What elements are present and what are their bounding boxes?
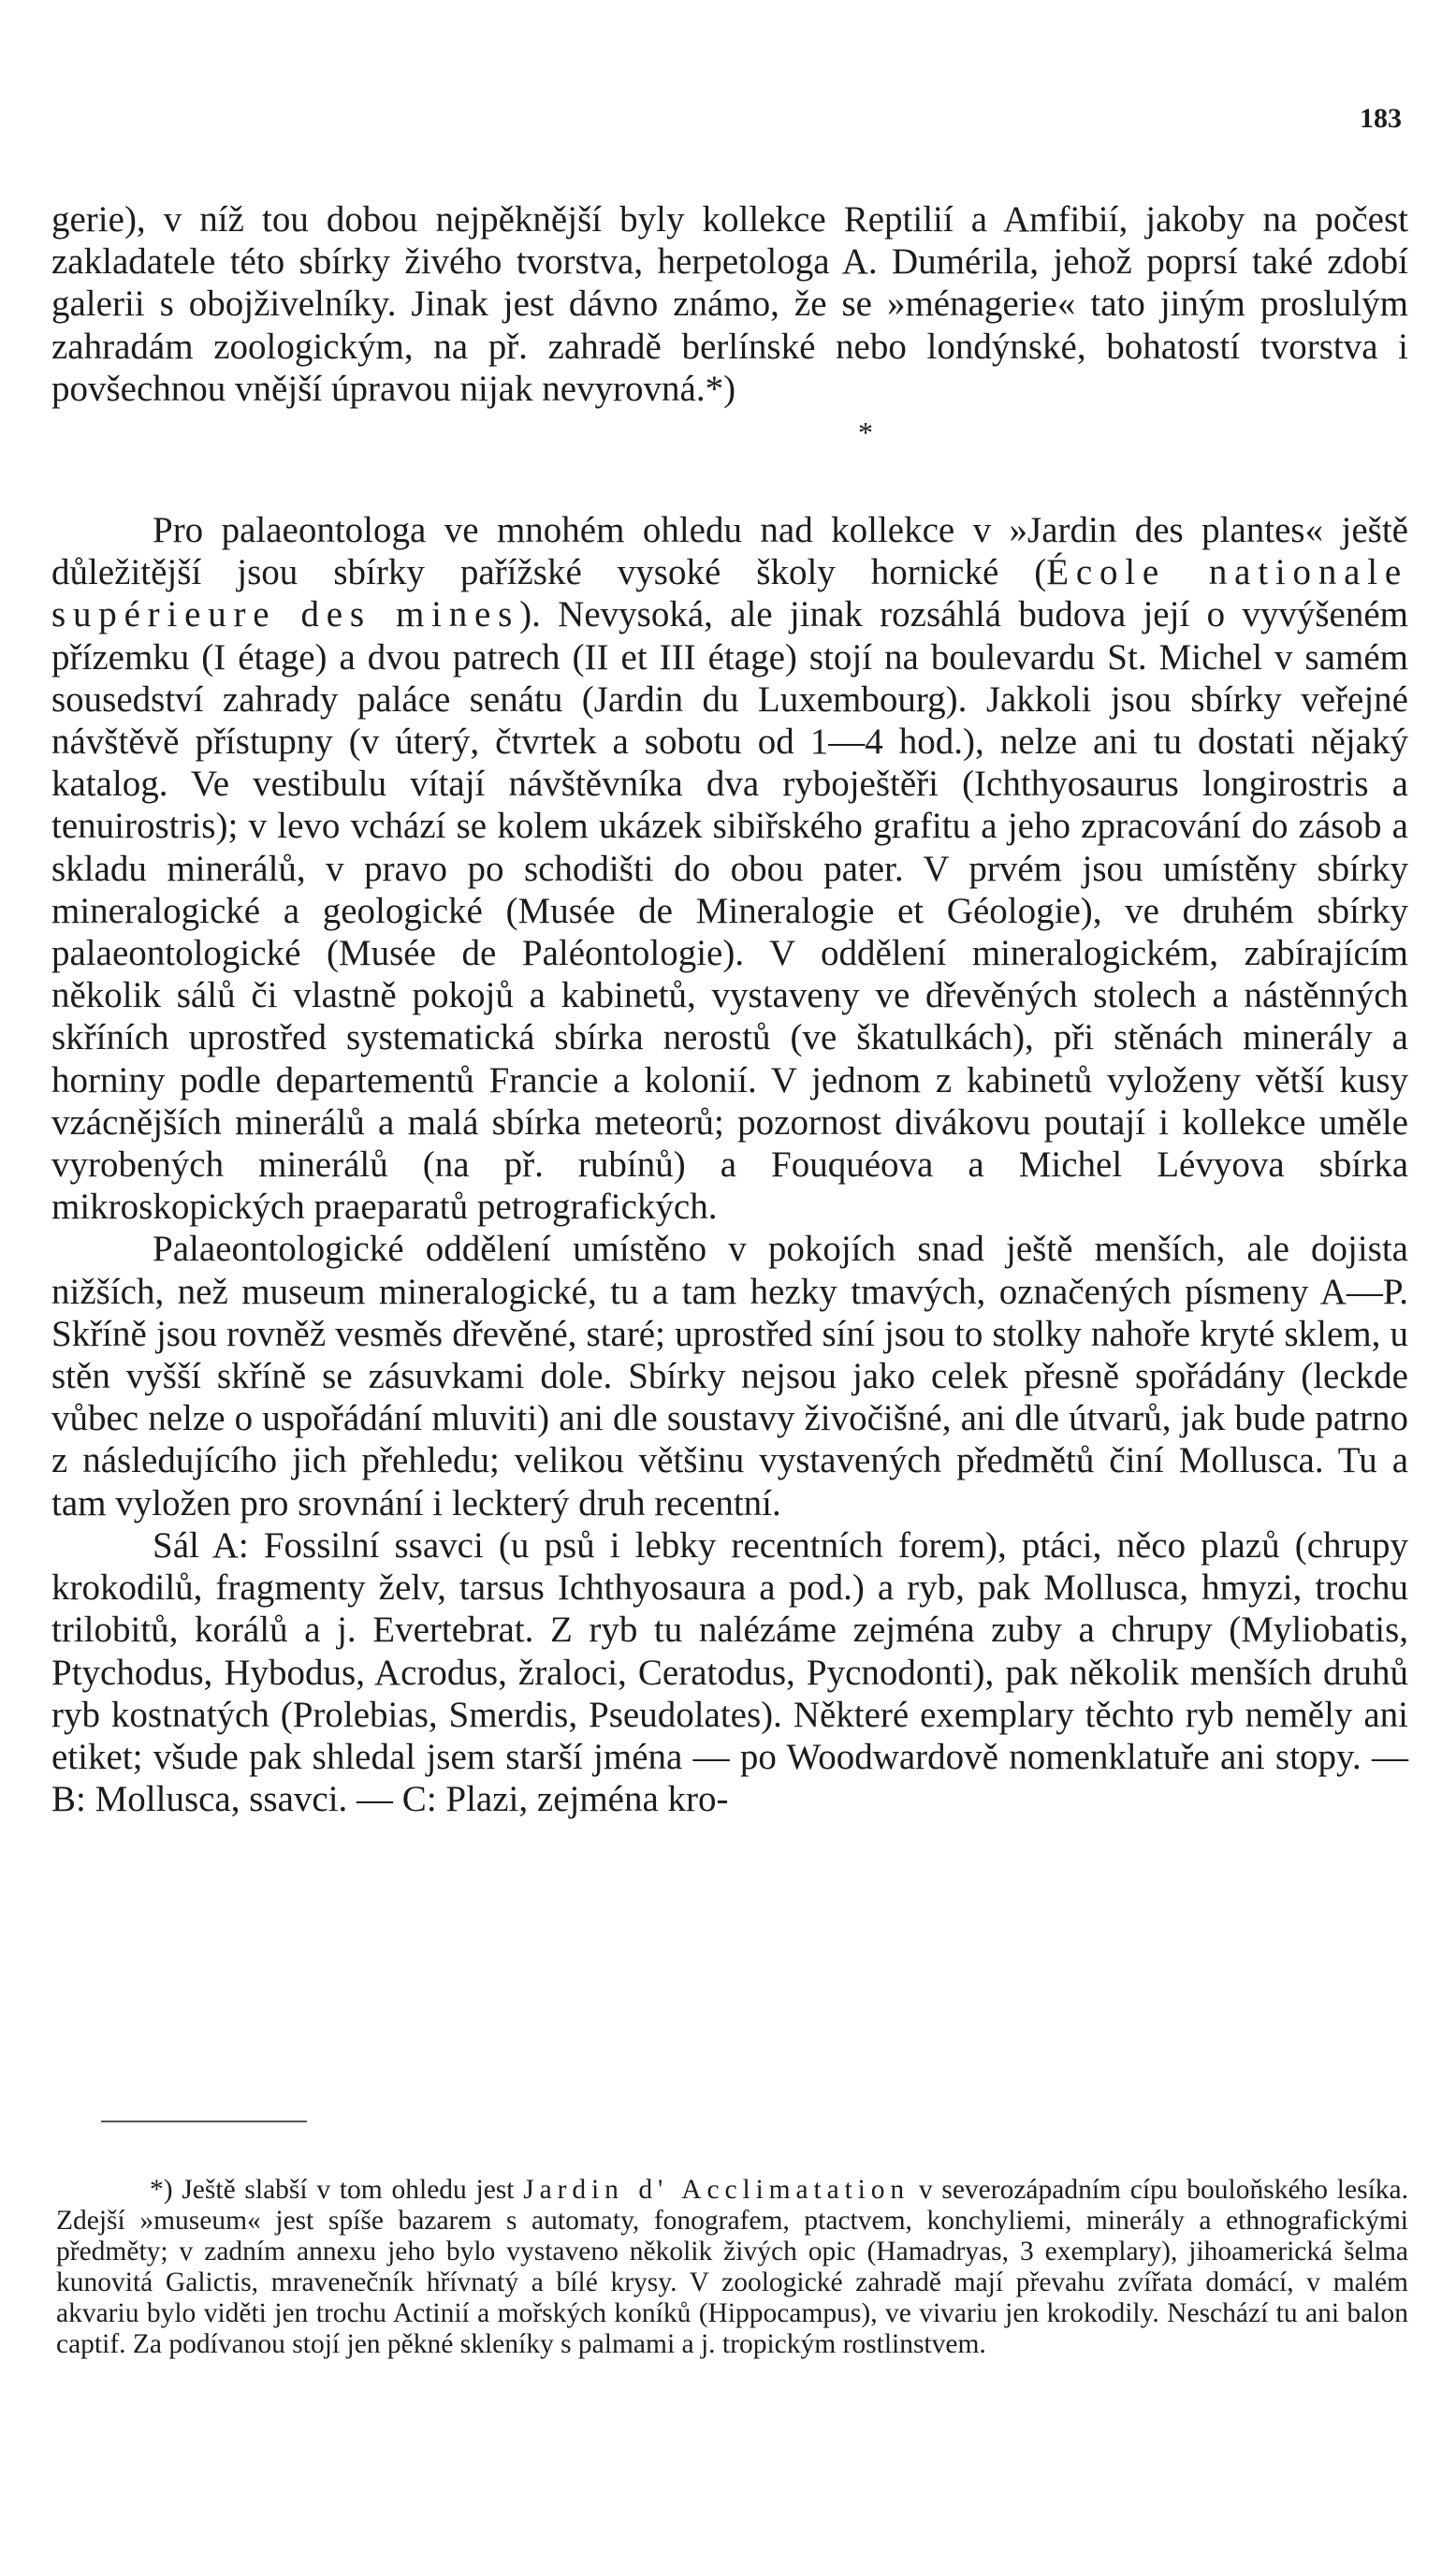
- paragraph-4: Sál A: Fossilní ssavci (u psů i lebky recentních forem), ptáci, něco plazů (chrupy krokodilů, fragmenty želv, tarsus Ichthyosaura a pod.) a ryb, pak Mollusca, hmyzi, trochu trilobitů, korálů a j. Evertebrat. Z ryb tu nalézáme zejména zuby a chrupy (Myliobatis, Ptychodus, Hybodus, Acrodus, žraloci, Ceratodus, Pycnodonti), pak několik menších druhů ryb kostnatých (Prolebias, Smerdis, Pseudolates). Některé exemplary těchto ryb neměly ani etiket; všude pak shledal jsem starší jména — po Woodwardově nomenklatuře ani stopy. — B: Mollusca, ssavci. — C: Plazi, zejména kro-: [51, 1524, 1408, 1820]
- paragraph-3: Palaeontologické oddělení umístěno v pokojích snad ještě menších, ale dojista nižších, než museum mineralogické, tu a tam hezky tmavých, označených písmeny A—P. Skříně jsou rovněž vesměs dřevěné, staré; uprostřed síní jsou to stolky nahoře kryté sklem, u stěn vyšší skříně se zásuvkami dole. Sbírky nejsou jako celek přesně spořádány (leckde vůbec nelze o uspořádání mluviti) ani dle soustavy živočišné, ani dle útvarů, jak bude patrno z následujícího jich přehledu; velikou většinu vystavených předmětů činí Mollusca. Tu a tam vyložen pro srovnání i leckterý druh recentní.: [51, 1229, 1408, 1523]
- paragraph-1: gerie), v níž tou dobou nejpěknější byly kollekce Reptilií a Amfibií, jakoby na počest zakladatele této sbírky živého tvorstva, herpetologa A. Dumérila, jehož poprsí také zdobí galerii s obojživelníky. Jinak jest dávno známo, že se »ménagerie« tato jiným proslulým zahradám zoologickým, na př. zahradě berlínské nebo londýnské, bohatostí tvorstva i povšechnou vnější úpravou nijak nevyrovná.*): [51, 199, 1408, 409]
- footnote: [56, 2175, 1408, 2361]
- paragraph-2-part-a: Pro palaeontologa ve mnohém ohledu nad kollekce v »Jardin des plantes« ještě důležitější jsou sbírky pařížské vysoké školy hornické (: [51, 510, 1408, 593]
- main-text: [51, 198, 1408, 1820]
- paragraph-2: [51, 509, 1408, 1228]
- page-number: 183: [1360, 103, 1402, 134]
- footnote-part-a: *) Ještě slabší v tom ohledu jest: [150, 2174, 524, 2205]
- footnote-part-b: v severozápadním cípu bouloňského lesíka. Zdejší »museum« jest spíše bazarem s automaty, fonografem, ptactvem, konchyliemi, minerály a ethnografickými předměty; v zadním annexu jeho bylo vystaveno několik živých opic (Hamadryas, 3 exemplary), jihoamerická šelma kunovitá Galictis, mravenečník hřívnatý a bílé krysy. V zoologické zahradě mají převahu zvířata domácí, v malém akvariu bylo viděti jen trochu Actinií a mořských koníků (Hippocampus), ve vivariu jen krokodily. Neschází tu ani balon captif. Za podívanou stojí jen pěkné skleníky s palmami a j. tropickým rostlinstvem.: [56, 2174, 1408, 2359]
- footnote-spaced-name: Jardin d' Acclimatation: [523, 2174, 910, 2205]
- section-separator-star: *: [858, 415, 873, 450]
- footnote-divider: [101, 2121, 307, 2122]
- paragraph-2-part-b: ). Nevysoká, ale jinak rozsáhlá budova její o vyvýšeném přízemku (I étage) a dvou patrech (II et III étage) stojí na boulevardu St. Michel v samém sousedství zahrady paláce senátu (Jardin du Luxembourg). Jakkoli jsou sbírky veřejné návštěvě přístupny (v úterý, čtvrtek a sobotu od 1—4 hod.), nelze ani tu dostati nějaký katalog. Ve vestibulu vítají návštěvníka dva ryboještěři (Ichthyosaurus longirostris a tenuirostris); v levo vchází se kolem ukázek sibiřského grafitu a jeho zpracování do zásob a skladu minerálů, v pravo po schodišti do obou pater. V prvém jsou umístěny sbírky mineralogické a geologické (Musée de Mineralogie et Géologie), ve druhém sbírky palaeontologické (Musée de Paléontologie). V oddělení mineralogickém, zabírajícím několik sálů či vlastně pokojů a kabinetů, vystaveny ve dřevěných stolech a nástěnných skříních uprostřed systematická sbírka nerostů (ve škatulkách), při stěnách minerály a horniny podle departementů Francie a kolonií. V jednom z kabinetů vyloženy větší kusy vzácnějších minerálů a malá sbírka meteorů; pozornost divákovu poutají i kollekce uměle vyrobených minerálů (na př. rubínů) a Fouquéova a Michel Lévyova sbírka mikroskopických praeparatů petrografických.: [51, 594, 1408, 1228]
- spaced-institution-name: École nationale supérieure des mines: [51, 552, 1408, 635]
